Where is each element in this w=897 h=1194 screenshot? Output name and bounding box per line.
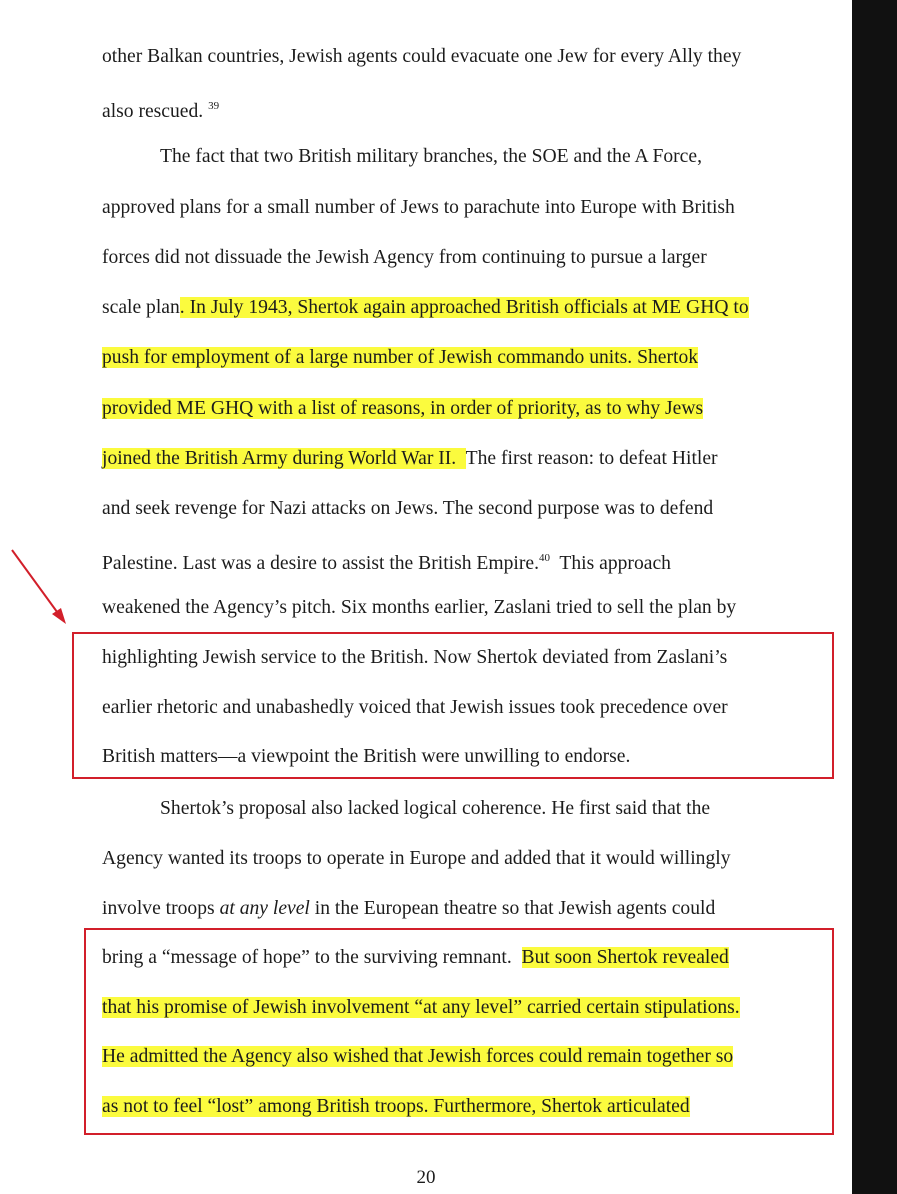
text-line: British matters—a viewpoint the British were unwilling to endorse. bbox=[102, 746, 631, 767]
text-line bbox=[102, 545, 832, 577]
annotation-box-lower bbox=[84, 928, 834, 1135]
page-number: 20 bbox=[416, 1167, 436, 1188]
text-line bbox=[102, 396, 832, 422]
text-line: highlighting Jewish service to the British. Now Shertok deviated from Zaslani’s bbox=[102, 647, 728, 668]
red-arrow-icon bbox=[0, 0, 120, 700]
text-segment: involve troops bbox=[102, 898, 220, 919]
italic-text: at any level bbox=[219, 898, 310, 919]
text-line bbox=[102, 446, 832, 472]
annotation-box-upper bbox=[72, 632, 834, 779]
text-line: Shertok’s proposal also lacked logical coherence. He first said that the bbox=[160, 798, 711, 819]
highlighted-text: push for employment of a large number of Jewish commando units. Shertok bbox=[102, 347, 699, 368]
text-line: Agency wanted its troops to operate in Europe and added that it would willingly bbox=[102, 848, 731, 869]
text-segment: in the European theatre so that Jewish agents could bbox=[309, 898, 716, 919]
text-line bbox=[102, 896, 832, 922]
highlighted-text: But soon Shertok revealed bbox=[521, 947, 729, 968]
text-segment: scale plan bbox=[102, 297, 180, 318]
viewer-side-strip bbox=[852, 0, 897, 1194]
footnote-ref-40: 40 bbox=[538, 552, 550, 564]
text-line: forces did not dissuade the Jewish Agency from continuing to pursue a larger bbox=[102, 247, 707, 268]
text-segment: The first reason: to defeat Hitler bbox=[465, 448, 718, 469]
text-line bbox=[102, 295, 832, 321]
text-line bbox=[102, 93, 832, 125]
highlighted-text: joined the British Army during World War II. bbox=[102, 448, 466, 469]
highlighted-text: as not to feel “lost” among British troops. Furthermore, Shertok articulated bbox=[102, 1096, 690, 1117]
text-line: earlier rhetoric and unabashedly voiced that Jewish issues took precedence over bbox=[102, 697, 728, 718]
footnote-ref-39: 39 bbox=[208, 100, 220, 112]
highlighted-text: He admitted the Agency also wished that Jewish forces could remain together so bbox=[102, 1046, 734, 1067]
text-segment: Palestine. Last was a desire to assist the British Empire. bbox=[102, 553, 539, 574]
highlighted-text: provided ME GHQ with a list of reasons, in order of priority, as to why Jews bbox=[102, 398, 704, 419]
text-line: The fact that two British military branches, the SOE and the A Force, bbox=[160, 146, 702, 167]
text-segment: bring a “message of hope” to the surviving remnant. bbox=[102, 947, 522, 968]
text-segment: also rescued. bbox=[102, 101, 204, 122]
text-line: weakened the Agency’s pitch. Six months earlier, Zaslani tried to sell the plan by bbox=[102, 597, 737, 618]
text-line: approved plans for a small number of Jews to parachute into Europe with British bbox=[102, 197, 735, 218]
text-segment: This approach bbox=[549, 553, 671, 574]
highlighted-text: that his promise of Jewish involvement “at any level” carried certain stipulations. bbox=[102, 997, 740, 1018]
text-line: and seek revenge for Nazi attacks on Jews. The second purpose was to defend bbox=[102, 498, 714, 519]
text-line: other Balkan countries, Jewish agents could evacuate one Jew for every Ally they bbox=[102, 46, 742, 67]
highlighted-text: . In July 1943, Shertok again approached British officials at ME GHQ to bbox=[179, 297, 749, 318]
text-line bbox=[102, 345, 832, 371]
